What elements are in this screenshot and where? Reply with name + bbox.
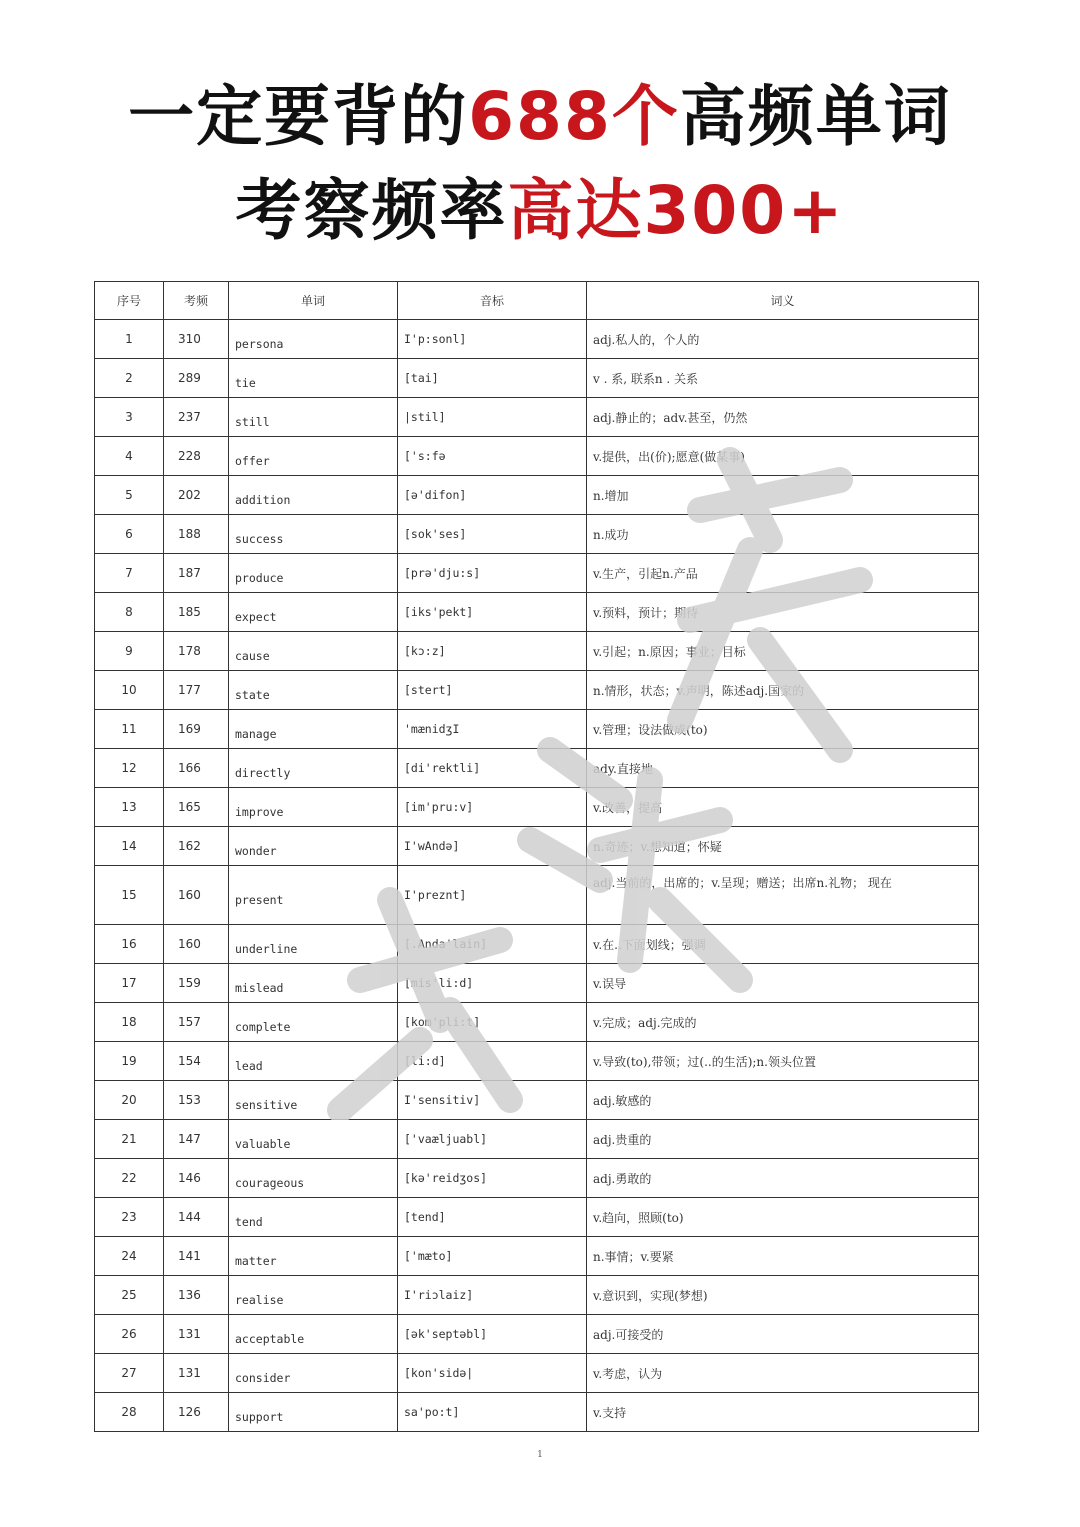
cell-index: 16 xyxy=(95,925,164,964)
cell-meaning: v.趋向，照顾(to) xyxy=(587,1198,979,1237)
table-row xyxy=(95,1276,979,1315)
table-row xyxy=(95,1159,979,1198)
cell-meaning: v.引起；n.原因；事业；目标 xyxy=(587,632,979,671)
header-phonetic: 音标 xyxy=(398,282,587,320)
title-line1-part2: 高频单词 xyxy=(679,78,952,155)
header-index: 序号 xyxy=(95,282,164,320)
cell-frequency: 237 xyxy=(164,398,229,437)
cell-frequency: 157 xyxy=(164,1003,229,1042)
cell-index: 20 xyxy=(95,1081,164,1120)
cell-index: 18 xyxy=(95,1003,164,1042)
cell-word: realise xyxy=(229,1276,398,1315)
cell-meaning: adj.当前的，出席的；v.呈现；赠送；出席n.礼物； 现在 xyxy=(587,866,979,925)
cell-word: matter xyxy=(229,1237,398,1276)
cell-frequency: 165 xyxy=(164,788,229,827)
cell-word: tie xyxy=(229,359,398,398)
cell-index: 11 xyxy=(95,710,164,749)
cell-phonetic: [kon'sidə| xyxy=(398,1354,587,1393)
cell-frequency: 202 xyxy=(164,476,229,515)
cell-index: 21 xyxy=(95,1120,164,1159)
cell-word: complete xyxy=(229,1003,398,1042)
vocabulary-table xyxy=(94,281,979,1432)
table-row xyxy=(95,554,979,593)
header-meaning: 词义 xyxy=(587,282,979,320)
cell-word: still xyxy=(229,398,398,437)
cell-index: 3 xyxy=(95,398,164,437)
cell-meaning: v . 系, 联系n . 关系 xyxy=(587,359,979,398)
cell-frequency: 185 xyxy=(164,593,229,632)
title-line1-highlight: 688个 xyxy=(468,78,680,155)
cell-index: 26 xyxy=(95,1315,164,1354)
page-number: 1 xyxy=(537,1450,543,1460)
cell-frequency: 160 xyxy=(164,866,229,925)
cell-word: persona xyxy=(229,320,398,359)
cell-word: improve xyxy=(229,788,398,827)
table-row xyxy=(95,671,979,710)
cell-index: 10 xyxy=(95,671,164,710)
cell-phonetic: [im'pru:v] xyxy=(398,788,587,827)
page-title-line1 xyxy=(0,78,1080,155)
cell-frequency: 126 xyxy=(164,1393,229,1432)
cell-frequency: 187 xyxy=(164,554,229,593)
cell-phonetic: I'sensitiv] xyxy=(398,1081,587,1120)
cell-frequency: 160 xyxy=(164,925,229,964)
cell-meaning: n.情形，状态；v.声明，陈述adj.国家的 xyxy=(587,671,979,710)
cell-word: tend xyxy=(229,1198,398,1237)
cell-frequency: 147 xyxy=(164,1120,229,1159)
cell-word: acceptable xyxy=(229,1315,398,1354)
cell-phonetic: [ək'septəbl] xyxy=(398,1315,587,1354)
cell-index: 28 xyxy=(95,1393,164,1432)
cell-phonetic: I'p:sonl] xyxy=(398,320,587,359)
cell-phonetic: [ə'difon] xyxy=(398,476,587,515)
table-row xyxy=(95,964,979,1003)
table-row xyxy=(95,749,979,788)
cell-phonetic: [kom'pli:t] xyxy=(398,1003,587,1042)
cell-word: cause xyxy=(229,632,398,671)
cell-index: 14 xyxy=(95,827,164,866)
cell-phonetic: [mis'li:d] xyxy=(398,964,587,1003)
cell-frequency: 146 xyxy=(164,1159,229,1198)
cell-phonetic: I'riɔlaiz] xyxy=(398,1276,587,1315)
cell-frequency: 141 xyxy=(164,1237,229,1276)
cell-phonetic: [prə'dju:s] xyxy=(398,554,587,593)
cell-index: 25 xyxy=(95,1276,164,1315)
cell-phonetic: |stil] xyxy=(398,398,587,437)
cell-meaning: v.管理；设法做成(to) xyxy=(587,710,979,749)
cell-index: 2 xyxy=(95,359,164,398)
cell-word: lead xyxy=(229,1042,398,1081)
table-row xyxy=(95,1081,979,1120)
cell-phonetic: [kə'reidʒos] xyxy=(398,1159,587,1198)
cell-frequency: 131 xyxy=(164,1354,229,1393)
cell-phonetic: [.Anda'lain] xyxy=(398,925,587,964)
table-row xyxy=(95,437,979,476)
cell-meaning: v.生产，引起n.产品 xyxy=(587,554,979,593)
cell-index: 27 xyxy=(95,1354,164,1393)
table-row xyxy=(95,1042,979,1081)
cell-frequency: 178 xyxy=(164,632,229,671)
cell-word: valuable xyxy=(229,1120,398,1159)
cell-phonetic: [li:d] xyxy=(398,1042,587,1081)
header-frequency: 考频 xyxy=(164,282,229,320)
cell-word: wonder xyxy=(229,827,398,866)
table-row xyxy=(95,1237,979,1276)
cell-frequency: 136 xyxy=(164,1276,229,1315)
title-line2-highlight: 高达300+ xyxy=(507,172,845,249)
cell-frequency: 169 xyxy=(164,710,229,749)
cell-word: directly xyxy=(229,749,398,788)
cell-phonetic: ['s:fə xyxy=(398,437,587,476)
table-row xyxy=(95,593,979,632)
table-row xyxy=(95,359,979,398)
cell-frequency: 144 xyxy=(164,1198,229,1237)
cell-frequency: 154 xyxy=(164,1042,229,1081)
cell-phonetic: [iks'pekt] xyxy=(398,593,587,632)
cell-index: 7 xyxy=(95,554,164,593)
cell-meaning: adj.私人的，个人的 xyxy=(587,320,979,359)
cell-meaning: v.完成；adj.完成的 xyxy=(587,1003,979,1042)
cell-word: expect xyxy=(229,593,398,632)
table-body xyxy=(95,320,979,1432)
watermark-text: 赢在学考 xyxy=(300,420,304,421)
cell-meaning: v.意识到，实现(梦想) xyxy=(587,1276,979,1315)
cell-frequency: 162 xyxy=(164,827,229,866)
cell-phonetic: [sok'ses] xyxy=(398,515,587,554)
cell-meaning: v.考虑，认为 xyxy=(587,1354,979,1393)
cell-index: 24 xyxy=(95,1237,164,1276)
cell-phonetic: [stert] xyxy=(398,671,587,710)
cell-frequency: 177 xyxy=(164,671,229,710)
table-row xyxy=(95,476,979,515)
cell-meaning: v.改善，提高 xyxy=(587,788,979,827)
table-row xyxy=(95,866,979,925)
cell-index: 8 xyxy=(95,593,164,632)
cell-meaning: v.预料，预计；期待 xyxy=(587,593,979,632)
cell-phonetic: ['mæto] xyxy=(398,1237,587,1276)
cell-index: 9 xyxy=(95,632,164,671)
table-row xyxy=(95,788,979,827)
table-row xyxy=(95,1315,979,1354)
cell-meaning: n.奇迹；v.想知道；怀疑 xyxy=(587,827,979,866)
table-row xyxy=(95,1198,979,1237)
cell-phonetic: [di'rektli] xyxy=(398,749,587,788)
cell-index: 6 xyxy=(95,515,164,554)
cell-word: addition xyxy=(229,476,398,515)
cell-word: courageous xyxy=(229,1159,398,1198)
cell-phonetic: ['vaæljuabl] xyxy=(398,1120,587,1159)
cell-word: present xyxy=(229,866,398,925)
cell-word: offer xyxy=(229,437,398,476)
cell-index: 5 xyxy=(95,476,164,515)
cell-phonetic: [tai] xyxy=(398,359,587,398)
cell-meaning: adj.可接受的 xyxy=(587,1315,979,1354)
cell-word: underline xyxy=(229,925,398,964)
cell-index: 1 xyxy=(95,320,164,359)
title-line1-part1: 一定要背的 xyxy=(128,78,469,155)
cell-word: manage xyxy=(229,710,398,749)
cell-word: support xyxy=(229,1393,398,1432)
cell-meaning: adj.敏感的 xyxy=(587,1081,979,1120)
cell-index: 4 xyxy=(95,437,164,476)
table-row xyxy=(95,1003,979,1042)
table-row xyxy=(95,710,979,749)
title-line2-part1: 考察频率 xyxy=(235,172,508,249)
cell-index: 15 xyxy=(95,866,164,925)
cell-meaning: adj.贵重的 xyxy=(587,1120,979,1159)
table-row xyxy=(95,827,979,866)
cell-word: success xyxy=(229,515,398,554)
cell-frequency: 310 xyxy=(164,320,229,359)
table-row xyxy=(95,632,979,671)
cell-meaning: n.成功 xyxy=(587,515,979,554)
cell-frequency: 153 xyxy=(164,1081,229,1120)
cell-index: 23 xyxy=(95,1198,164,1237)
cell-phonetic: I'wAndə] xyxy=(398,827,587,866)
cell-meaning: n.事情；v.要紧 xyxy=(587,1237,979,1276)
cell-meaning: n.增加 xyxy=(587,476,979,515)
cell-meaning: v.支持 xyxy=(587,1393,979,1432)
cell-frequency: 188 xyxy=(164,515,229,554)
table-row xyxy=(95,515,979,554)
cell-meaning: adj.勇敢的 xyxy=(587,1159,979,1198)
cell-index: 17 xyxy=(95,964,164,1003)
cell-meaning: v.在..下面划线；强调 xyxy=(587,925,979,964)
header-word: 单词 xyxy=(229,282,398,320)
cell-frequency: 131 xyxy=(164,1315,229,1354)
cell-index: 13 xyxy=(95,788,164,827)
cell-index: 22 xyxy=(95,1159,164,1198)
cell-frequency: 159 xyxy=(164,964,229,1003)
cell-word: produce xyxy=(229,554,398,593)
cell-frequency: 289 xyxy=(164,359,229,398)
cell-frequency: 228 xyxy=(164,437,229,476)
table-row xyxy=(95,1120,979,1159)
cell-meaning: v.误导 xyxy=(587,964,979,1003)
table-header-row xyxy=(95,282,979,320)
table-row xyxy=(95,925,979,964)
cell-phonetic: [kɔ:z] xyxy=(398,632,587,671)
cell-index: 12 xyxy=(95,749,164,788)
table-row xyxy=(95,1354,979,1393)
cell-phonetic: sa'po:t] xyxy=(398,1393,587,1432)
cell-word: consider xyxy=(229,1354,398,1393)
cell-meaning: v.导致(to),带领；过(..的生活);n.领头位置 xyxy=(587,1042,979,1081)
cell-word: state xyxy=(229,671,398,710)
cell-meaning: v.提供，出(价);愿意(做某事) xyxy=(587,437,979,476)
cell-meaning: ady.直接地 xyxy=(587,749,979,788)
cell-frequency: 166 xyxy=(164,749,229,788)
cell-phonetic: 'mænidʒI xyxy=(398,710,587,749)
page-title-line2 xyxy=(0,172,1080,249)
cell-index: 19 xyxy=(95,1042,164,1081)
table-row xyxy=(95,398,979,437)
table-row xyxy=(95,320,979,359)
cell-phonetic: [tend] xyxy=(398,1198,587,1237)
cell-phonetic: I'preznt] xyxy=(398,866,587,925)
table-row xyxy=(95,1393,979,1432)
cell-word: mislead xyxy=(229,964,398,1003)
cell-meaning: adj.静止的；adv.甚至，仍然 xyxy=(587,398,979,437)
cell-word: sensitive xyxy=(229,1081,398,1120)
